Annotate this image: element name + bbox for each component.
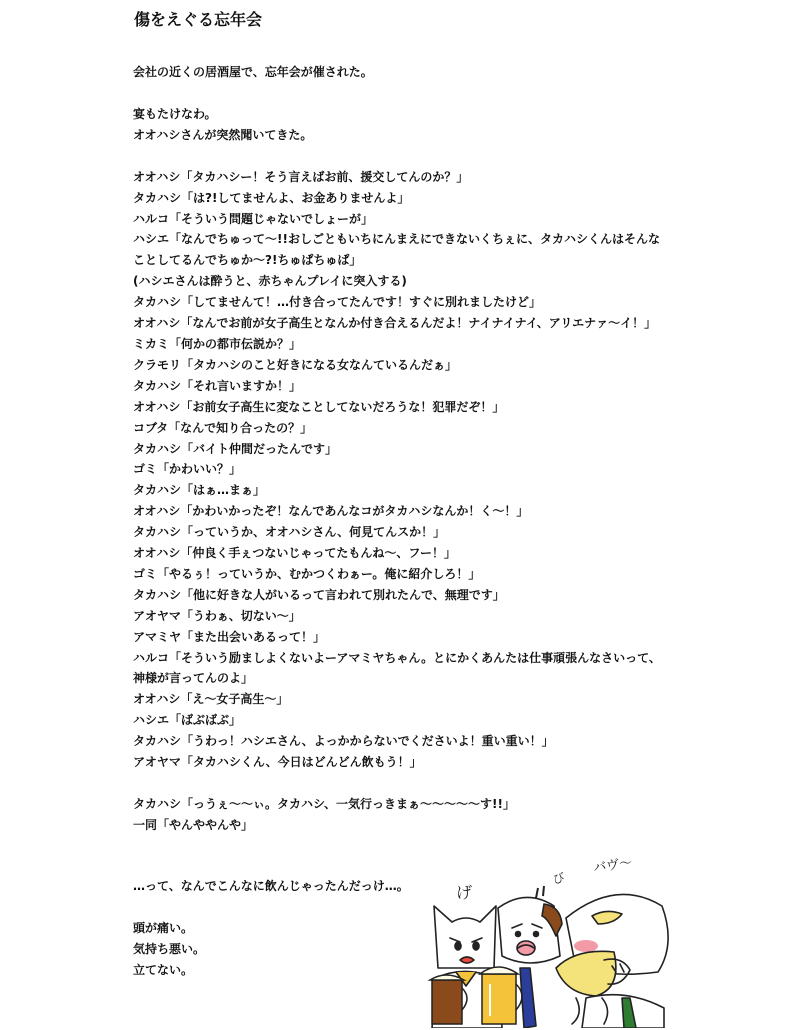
closing-gap [133,897,423,918]
dialogue-line: コブタ「なんで知り合ったの？」 [133,420,313,435]
dialogue-line: オオハシ「タカハシー！そう言えばお前、援交してんのか？」 [133,169,469,184]
dialogue-line: オオハシ「仲良く手ぇつないじゃってたもんね〜、フー！」 [133,546,457,561]
dialogue-line: アオヤマ「うわぁ、切ない〜」 [133,608,301,623]
finale-block [133,794,713,836]
dialogue-line: 神様が言ってんのよ」 [133,671,254,686]
dialogue-line: オオハシ「かわいかったぞ！なんであんなコがタカハシなんか！く〜！」 [133,504,529,519]
sfx-ge: げ [456,883,473,902]
closing-line: 気持ち悪い。 [133,941,206,956]
dialogue-line: ハルコ「そういう励ましよくないよーアマミヤちゃん。とにかくあんたは仕事頑張んなさいって、 [133,650,661,665]
dialogue-line: (ハシエさんは酔うと、赤ちゃんプレイに突入する) [133,274,407,289]
dialogue-line: ハルコ「そういう問題じゃないでしょーが」 [133,211,374,226]
dialogue-line: タカハシ「はぁ…まぁ」 [133,483,266,498]
dialogue-line: タカハシ「っていうか、オオハシさん、何見てんスか！」 [133,525,446,540]
exclaim-marks [536,886,544,898]
closing-block [133,876,423,981]
dialogue-line: オオハシ「なんでお前が女子高生となんか付き合えるんだよ！ナイナイナイ、アリエナァ〜イ！」 [133,316,657,331]
dialogue-line: 一同「やんややんや」 [133,817,254,832]
dialogue-line: ゴミ「やるぅ！っていうか、むかつくわぁー。俺に紹介しろ！」 [133,566,481,581]
text-line: 会社の近くの居酒屋で、忘年会が催された。 [133,65,373,79]
sfx-bi: び [551,870,567,887]
text-line: オオハシさんが突然聞いてきた。 [133,127,313,142]
closing-line: 立てない。 [133,962,194,977]
dialogue-line: タカハシ「他に好きな人がいるって言われて別れたんで、無理です」 [133,587,505,602]
dialogue-line: タカハシ「それ言いますか！」 [133,378,302,393]
page-title: 傷をえぐる忘年会 [134,10,263,29]
dialogue-line: オオハシ「え〜女子高生〜」 [133,692,289,707]
dialogue-line: ことしてるんでちゅか〜?!ちゅぱちゅぱ」 [133,253,362,268]
dialogue-line: タカハシ「バイト仲間だったんです」 [133,441,338,456]
story-body [133,62,713,836]
dialogue-line: タカハシ「うわっ！ハシエさん、よっかからないでくださいよ！重い重い！」 [133,734,554,749]
text-line: 宴もたけなわ。 [133,106,217,121]
paragraph-gap [133,773,713,794]
dialogue-line: タカハシ「っうぇ〜〜ぃ。タカハシ、一気行っきまぁ〜〜〜〜〜す!!」 [133,797,515,811]
dialogue-line: オオハシ「お前女子高生に変なことしてないだろうな！犯罪だぞ！」 [133,399,505,414]
paragraph-gap [133,83,713,104]
dialogue-line: クラモリ「タカハシのこと好きになる女なんているんだぁ」 [133,357,458,372]
intro-block [133,62,713,83]
sfx-bubu: バヴ〜 [592,855,634,876]
drinking-character [556,894,668,1028]
closing-line: …って、なんでこんなに飲んじゃったんだっけ…。 [133,879,409,893]
dialogue-line: ミカミ「何かの都市伝説か？」 [133,336,302,351]
dialogue-line: ハシエ「なんでちゅって〜!!おしごともいちにんまえにできないくちぇに、タカハシくんはそんな [133,232,660,247]
drunk-coworkers-illustration [426,848,676,1028]
dialogue-line: ゴミ「かわいい？」 [133,462,242,477]
closing-line: 頭が痛い。 [133,920,194,935]
dialogue-line: アマミヤ「また出会いあるって！」 [133,629,326,644]
dialogue-line: タカハシ「は?!してませんよ、お金ありませんよ」 [133,190,410,205]
mug-center [480,967,522,1024]
dialogue-line: アオヤマ「タカハシくん、今日はどんどん飲もう！」 [133,755,422,770]
dialogue-line: ハシエ「ばぶばぶ」 [133,713,242,728]
intro2-block [133,104,713,146]
dialogue-line: タカハシ「してませんて！…付き合ってたんです！すぐに別れましたけど」 [133,295,542,310]
mug-left [430,975,467,1024]
paragraph-gap [133,146,713,167]
dialogue-block [133,167,713,773]
